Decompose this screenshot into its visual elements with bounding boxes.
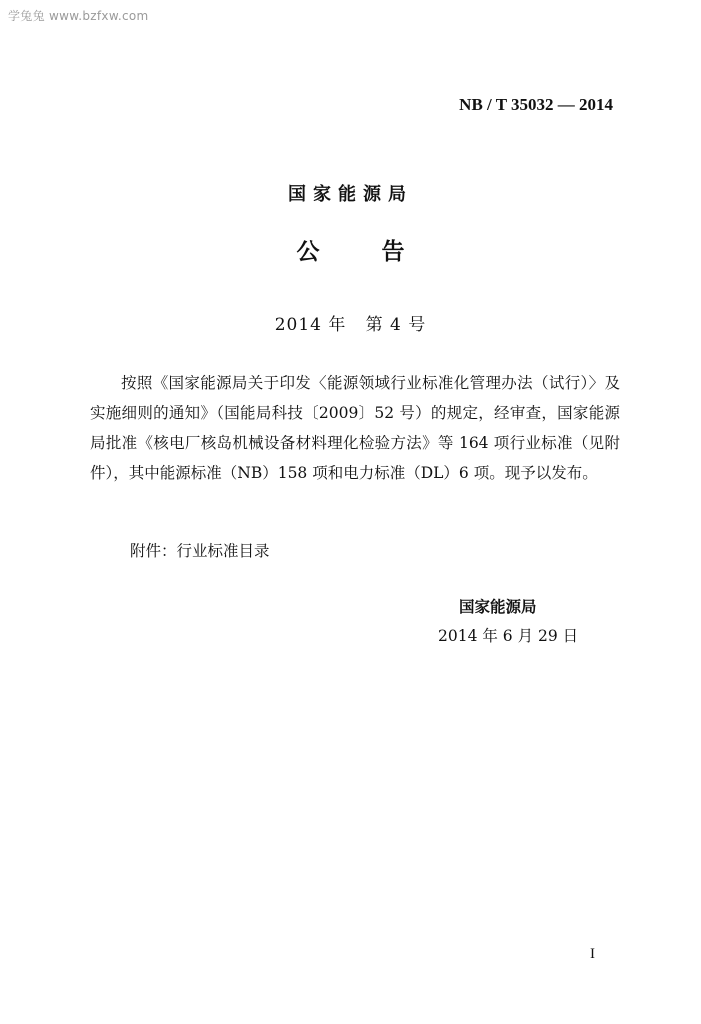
issuing-agency-title: 国家能源局 (288, 184, 413, 205)
watermark-text: 学兔兔 www.bzfxw.com (8, 9, 149, 23)
signature-agency: 国家能源局 (459, 598, 537, 616)
standard-code: NB / T 35032 — 2014 (459, 95, 613, 114)
issue-number: 2014 年 第 4 号 (274, 315, 427, 335)
signature-date: 2014 年 6 月 29 日 (438, 627, 579, 645)
body-paragraph: 按照《国家能源局关于印发〈能源领域行业标准化管理办法（试行）〉及实施细则的通知》（国能局科技〔2009〕52 号）的规定，经审查，国家能源局批准《核电厂核岛机械设备材料理化检验方法》等 164 项行业标准（见附件），其中能源标准（NB）158 项和电力标准（DL）6 项。现予以发布。 (90, 374, 620, 482)
page-number: I (590, 946, 595, 962)
announcement-body (90, 368, 620, 488)
notice-title: 公告 (296, 239, 467, 265)
attachment-line: 附件：行业标准目录 (130, 542, 270, 560)
